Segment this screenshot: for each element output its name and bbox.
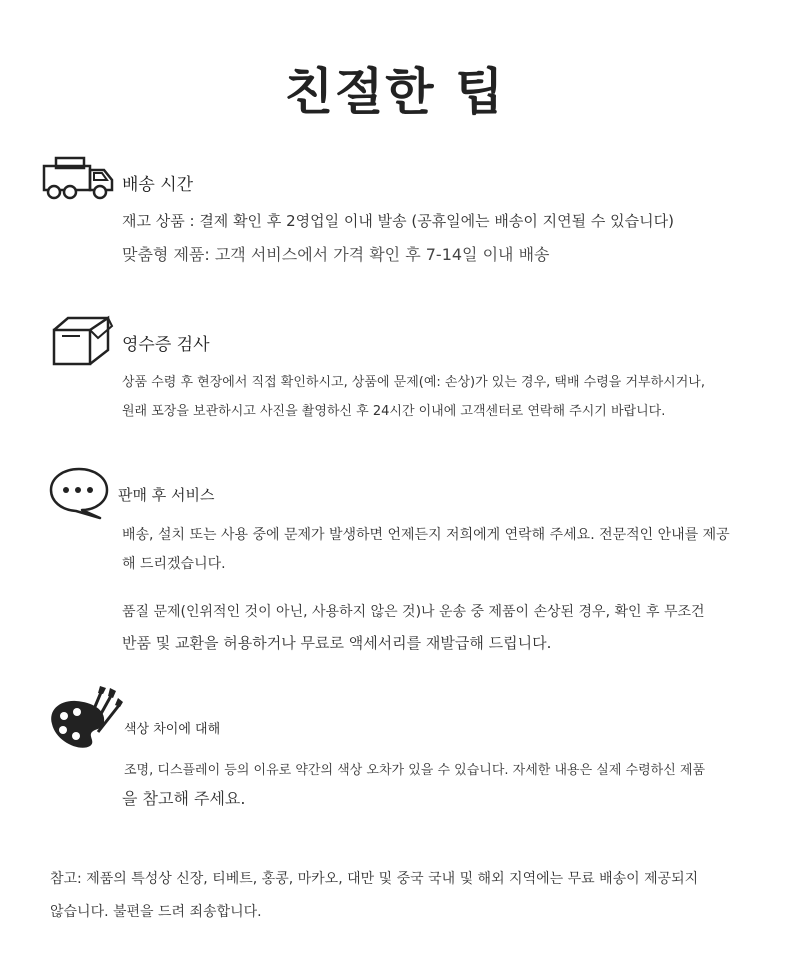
note-line-2: 않습니다. 불편을 드려 죄송합니다.: [50, 904, 262, 920]
note-line-1: 참고: 제품의 특성상 신장, 티베트, 홍콩, 마카오, 대만 및 중국 국내 및 해외 지역에는 무료 배송이 제공되지: [50, 871, 699, 887]
color-heading: 색상 차이에 대해: [124, 722, 221, 737]
aftersales-line-1: 배송, 설치 또는 사용 중에 문제가 발생하면 언제든지 저희에게 연락해 주세요. 전문적인 안내를 제공: [122, 527, 730, 543]
color-line-2: 을 참고해 주세요.: [122, 789, 246, 808]
shipping-line-2: 맞춤형 제품: 고객 서비스에서 가격 확인 후 7-14일 이내 배송: [122, 245, 550, 264]
receipt-line-2: 원래 포장을 보관하시고 사진을 촬영하신 후 24시간 이내에 고객센터로 연락해 주시기 바랍니다.: [122, 404, 666, 419]
page-title: 친절한 팁: [284, 63, 506, 121]
shipping-line-1: 재고 상품 : 결제 확인 후 2영업일 이내 발송 (공휴일에는 배송이 지연될 수 있습니다): [122, 212, 674, 230]
aftersales-line-3: 품질 문제(인위적인 것이 아닌, 사용하지 않은 것)나 운송 중 제품이 손상된 경우, 확인 후 무조건: [122, 604, 705, 620]
aftersales-heading: 판매 후 서비스: [118, 486, 215, 504]
receipt-heading: 영수증 검사: [122, 335, 210, 355]
chat-bubble-icon: [48, 466, 110, 520]
aftersales-line-2: 해 드리겠습니다.: [122, 556, 226, 572]
color-line-1: 조명, 디스플레이 등의 이유로 약간의 색상 오차가 있을 수 있습니다. 자세한 내용은 실제 수령하신 제품: [124, 763, 705, 778]
aftersales-line-4: 반품 및 교환을 허용하거나 무료로 액세서리를 재발급해 드립니다.: [122, 634, 552, 652]
truck-icon: [42, 156, 116, 202]
shipping-heading: 배송 시간: [122, 175, 194, 195]
receipt-line-1: 상품 수령 후 현장에서 직접 확인하시고, 상품에 문제(예: 손상)가 있는 경우, 택배 수령을 거부하시거나,: [122, 375, 705, 390]
palette-icon: [46, 684, 124, 752]
box-icon: [50, 314, 114, 368]
